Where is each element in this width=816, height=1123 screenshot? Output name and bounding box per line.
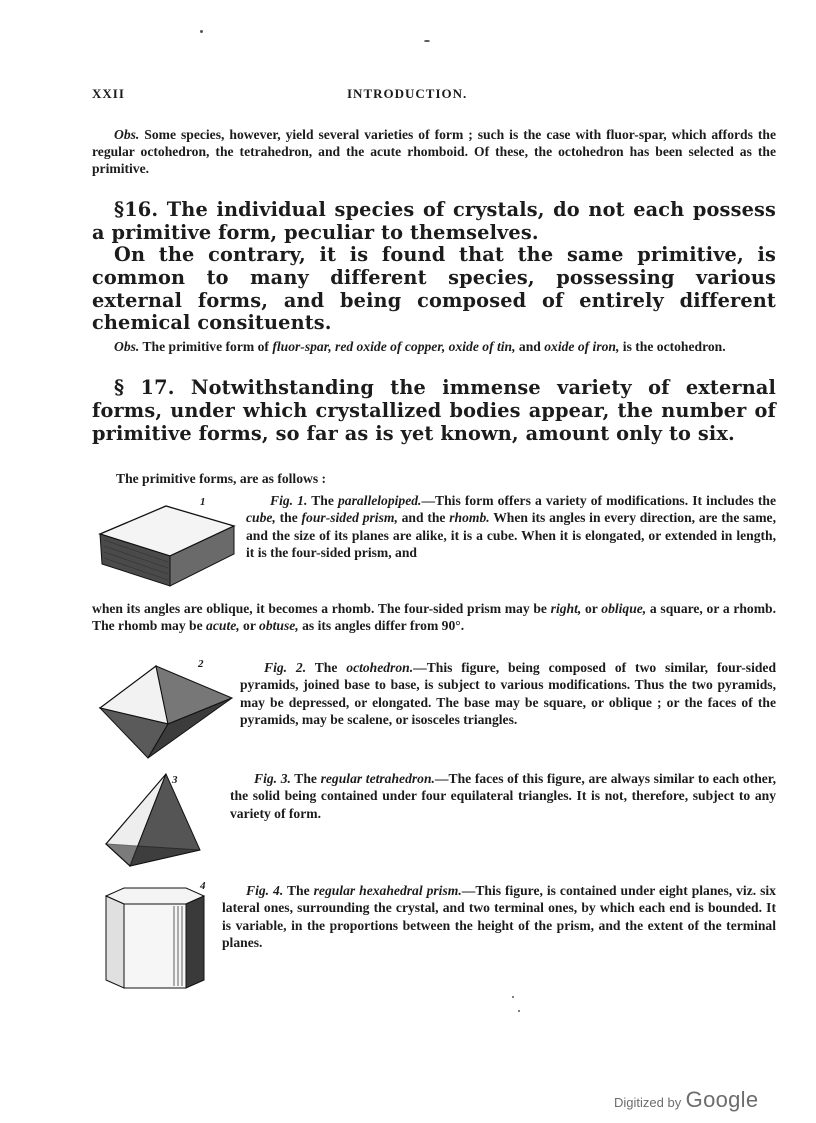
- page-number: XXII: [92, 86, 125, 101]
- figure-label: Fig. 3.: [254, 771, 291, 786]
- scan-speck: [424, 40, 430, 42]
- running-head: [92, 86, 776, 106]
- section-17: § 17. Notwithstanding the immense variety of external forms, under which crystallized bodies appear, the number of primitive forms, so far as is yet known, amount only to six.: [92, 376, 776, 445]
- figure-label: Fig. 4.: [246, 883, 284, 898]
- hexahedral-prism-figure: [100, 884, 210, 994]
- scan-speck: [512, 996, 514, 998]
- parallelopiped-figure: [94, 500, 244, 590]
- figure-1-description: Fig. 1. The parallelopiped.—This form offers a variety of modifications. It includes the cube, the four-sided prism, and the rhomb. When its angles in every direction, are the same, and the size of its planes are alike, it is a cube. When it is elongated, or extended in length, it is the four-sided prism, and: [246, 493, 776, 561]
- section-16-body: On the contrary, it is found that the same primitive, is common to many different species, possessing various external forms, and being composed of entirely different chemical consituents.: [92, 243, 776, 335]
- obs-text: Some species, however, yield several varieties of form ; such is the case with fluor-spar, which affords the regular octohedron, the tetrahedron, and the acute rhomboid. Of these, the octohedron has been selected as the primitive.: [92, 127, 776, 176]
- obs-paragraph-2: Obs. The primitive form of fluor-spar, red oxide of copper, oxide of tin, and oxide of iron, is the octohedron.: [114, 339, 726, 354]
- scan-speck: [518, 1010, 520, 1012]
- google-logo: Google: [685, 1087, 759, 1112]
- watermark-prefix: Digitized by: [614, 1095, 682, 1110]
- forms-intro: The primitive forms, are as follows :: [116, 471, 327, 486]
- section-16-heading: §16. The individual species of crystals, do not each possess a primitive form, peculiar to themselves.: [92, 198, 776, 244]
- figure-label: Fig. 1.: [270, 493, 308, 508]
- figure-3-description: Fig. 3. The regular tetrahedron.—The faces of this figure, are always similar to each other, the solid being contained under four equilateral triangles. It is not, therefore, subject to any variety of form.: [230, 771, 776, 821]
- obs-paragraph-1: [92, 126, 776, 177]
- tetrahedron-figure: [100, 770, 220, 870]
- running-title: INTRODUCTION.: [347, 86, 468, 101]
- obs-label: Obs.: [114, 127, 140, 142]
- figure-number-4: 4: [200, 880, 206, 892]
- figure-number-1: 1: [200, 496, 206, 508]
- octohedron-figure: [96, 662, 241, 762]
- figure-number-2: 2: [198, 658, 204, 670]
- figure-2-description: Fig. 2. The octohedron.—This figure, being composed of two similar, four-sided pyramids, joined base to base, is subject to various modifications. Thus the two pyramids, may be depressed, or elongated. The base may be square, or oblique ; or the faces of the pyramids, may be scalene, or isosceles triangles.: [240, 660, 776, 728]
- obs-label: Obs.: [114, 339, 140, 354]
- figure-1-continuation: when its angles are oblique, it becomes a rhomb. The four-sided prism may be right, or oblique, a square, or a rhomb. The rhomb may be acute, or obtuse, as its angles differ from 90°.: [92, 601, 776, 634]
- scan-speck: [200, 30, 203, 33]
- figure-4-description: Fig. 4. The regular hexahedral prism.—This figure, is contained under eight planes, viz. six lateral ones, surrounding the crystal, and two terminal ones, by which each end is bounded. It is variable, in the proportions between the height of the prism, and the extent of the terminal planes.: [222, 883, 776, 951]
- digitized-watermark: [614, 1087, 758, 1113]
- figure-number-3: 3: [172, 774, 178, 786]
- figure-label: Fig. 2.: [264, 660, 307, 675]
